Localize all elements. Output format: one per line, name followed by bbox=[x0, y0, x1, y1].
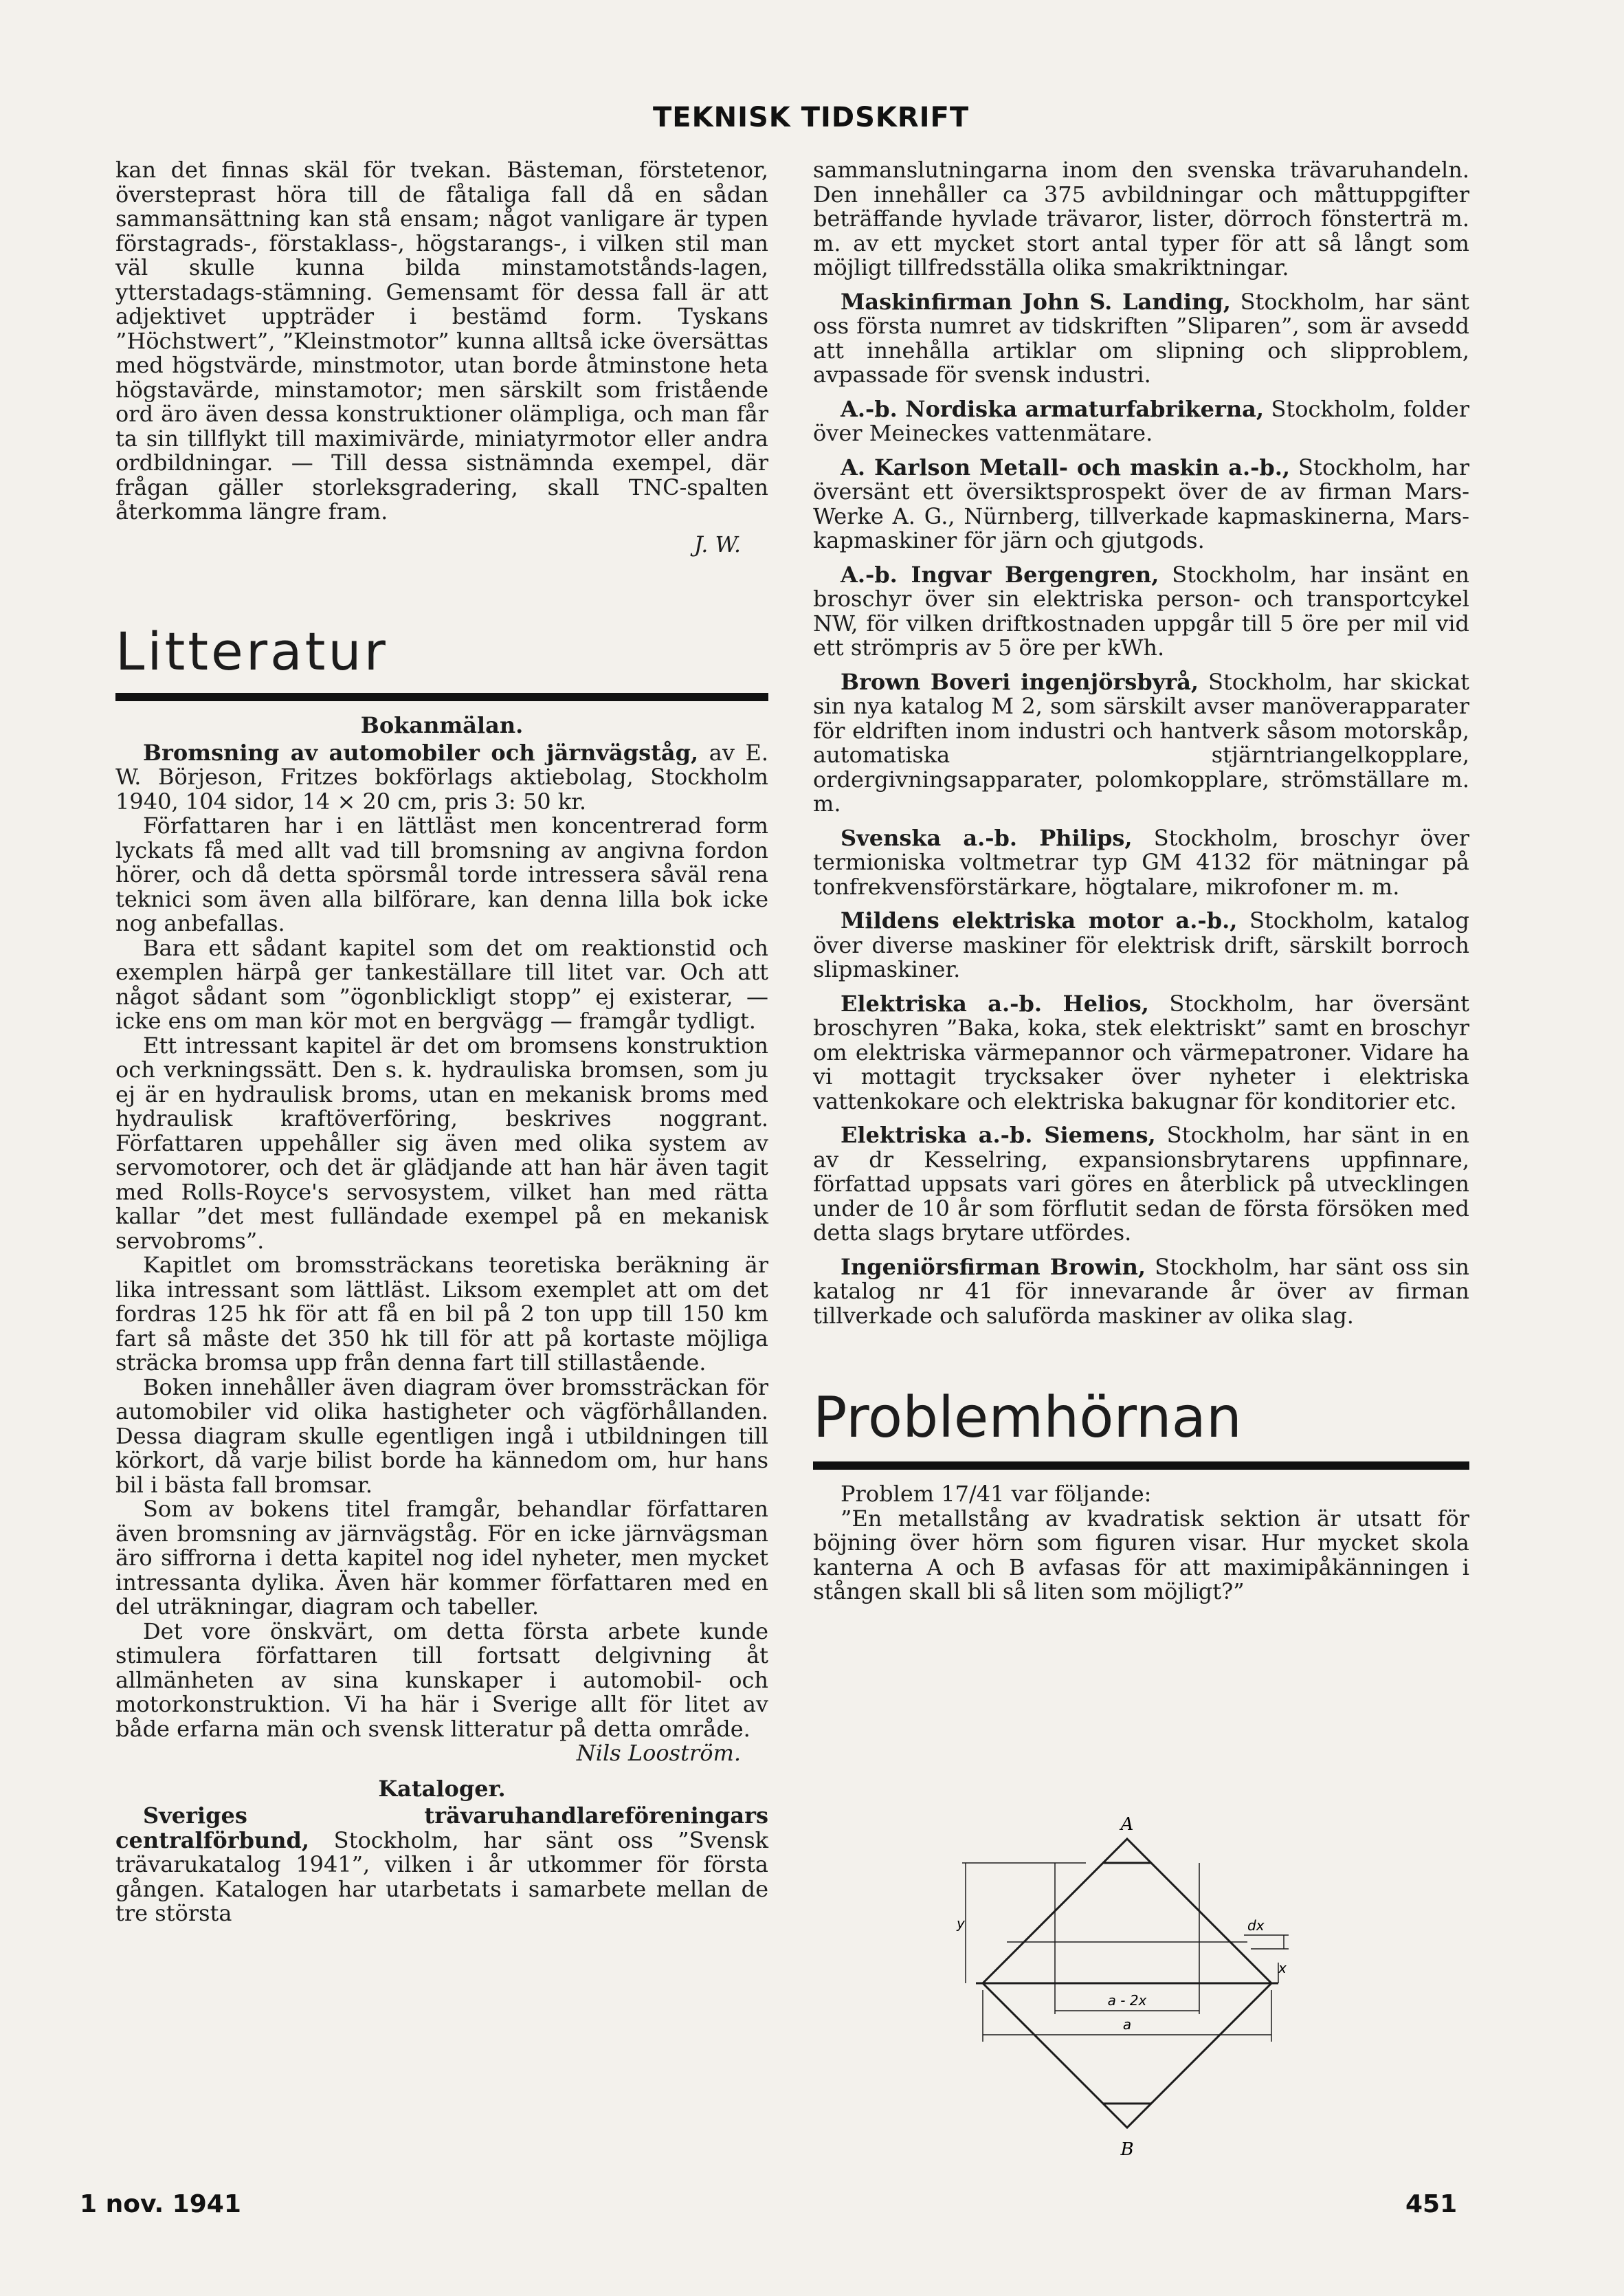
review-signature: Nils Looström. bbox=[576, 1740, 741, 1766]
catalog-entry bbox=[813, 456, 1469, 553]
label-a: A bbox=[1120, 1814, 1134, 1835]
label-x: x bbox=[1278, 1960, 1287, 1976]
catalog-entry-text: Stockholm, folder över Meineckes vattenmätare. bbox=[813, 395, 1470, 446]
catalog-entry-name: Brown Boveri ingenjörsbyrå, bbox=[841, 668, 1199, 695]
page-number: 451 bbox=[1405, 2190, 1458, 2218]
catalog-entry-name: Sveriges trävaruhandlareföreningars centralförbund, bbox=[115, 1802, 768, 1853]
review-citation bbox=[115, 741, 768, 815]
catalog-entry-name: A.-b. Ingvar Bergengren, bbox=[841, 561, 1159, 588]
section-title-litteratur: Litteratur bbox=[115, 621, 388, 682]
catalog-entry-name: Elektriska a.-b. Helios, bbox=[841, 990, 1149, 1017]
catalog-entry-name: Elektriska a.-b. Siemens, bbox=[841, 1122, 1156, 1148]
catalog-heading: Kataloger. bbox=[378, 1775, 506, 1802]
problem-text: ”En metallstång av kvadratisk sektion är utsatt för böjning över hörn som figuren visar. Hur mycket skola kanterna A och B avfasas för att maximipåkänningen i stången skall bli så liten som möjligt?” bbox=[813, 1505, 1469, 1604]
review-title: Bromsning av automobiler och järnvägståg, bbox=[143, 739, 699, 766]
catalog-entry-name: Maskinfirman John S. Landing, bbox=[841, 288, 1231, 315]
catalog-entry-text: Stockholm, har översänt broschyren ”Baka, koka, stek elektriskt” samt en broschyr om elektriska värmepannor och värmepatroner. Vidare ha vi mottagit trycksaker över nyheter i elektriska vattenkokare och elektriska bakugnar för konditorier etc. bbox=[813, 990, 1470, 1114]
intro-paragraph: kan det finnas skäl för tvekan. Bästeman, förstetenor, översteprast höra till de fåtaliga fall då en sådan sammansättning kan stå ensam; något vanligare är typen förstagrads-, förstaklass-, högstarangs-, i vilken stil man väl skulle kunna bilda minstamotstånds-lagen, ytterstadags-stämning. Gemensamt för dessa fall är att adjektivet uppträder i bestämd form. Tyskans ”Höchstwert”, ”Kleinstmotor” kunna alltså icke översättas med högstvärde, minstmotor, utan borde åtminstone heta högstavärde, minstamotor; men särskilt som fristående ord äro även dessa konstruktioner olämpliga, och man får ta sin tillflykt till maximivärde, miniatyrmotor eller andra ordbildningar. — Till dessa sistnämnda exempel, där frågan gäller storleksgradering, skall TNC-spalten återkomma längre fram. bbox=[115, 157, 768, 525]
catalog-entry bbox=[813, 290, 1469, 388]
catalog-entry bbox=[813, 563, 1469, 661]
catalog-entry bbox=[813, 397, 1469, 446]
catalog-entry bbox=[813, 992, 1469, 1114]
catalog-continuation: sammanslutningarna inom den svenska trävaruhandeln. Den innehåller ca 375 avbildningar och måttuppgifter beträffande hyvlade trävaror, lister, dörroch fönsterträ m. m. av ett mycket stort antal typer för att så långt som möjligt tillfredsställa olika smakriktningar. bbox=[813, 157, 1469, 280]
catalog-entry bbox=[115, 1804, 768, 1926]
catalog-entry-text: Stockholm, har sänt in en av dr Kesselring, expansionsbrytarens uppfinnare, författad uppsats vari göres en återblick på utvecklingen under de 10 år som förflutit sedan de första försöken med detta slags brytare utfördes. bbox=[813, 1122, 1469, 1246]
section-rule bbox=[813, 1461, 1469, 1470]
review-paragraph: Ett intressant kapitel är det om bromsens konstruktion och verkningssätt. Den s. k. hydrauliska bromsen, som ju ej är en hydraulisk broms, utan en mekanisk broms med hydraulisk kraftöverföring, beskrives noggrant. Författaren uppehåller sig även med olika system av servomotorer, och det är glädjande att han här även tagit med Rolls-Royce's servosystem, vilket han med rätta kallar ”det mest fulländade exempel på en mekanisk servobroms”. bbox=[115, 1032, 768, 1254]
intro-signature: J. W. bbox=[693, 531, 741, 558]
catalog-entry bbox=[813, 1255, 1469, 1329]
review-paragraph: Bara ett sådant kapitel som det om reaktionstid och exemplen härpå ger tankeställare till litet var. Och att något sådant som ”ögonblickligt stopp” ej existerar, — icke ens om man kör mot en bergvägg — framgår tydligt. bbox=[115, 934, 768, 1034]
left-column bbox=[115, 158, 768, 1926]
catalog-entry-text: Stockholm, katalog över diverse maskiner för elektrisk drift, särskilt borroch slipmaskiner. bbox=[813, 907, 1469, 982]
problem-figure bbox=[955, 1808, 1299, 2186]
footer-date: 1 nov. 1941 bbox=[80, 2190, 241, 2218]
catalog-entry bbox=[813, 1123, 1469, 1246]
catalog-entry-name: A. Karlson Metall- och maskin a.-b., bbox=[841, 454, 1291, 481]
catalog-entry bbox=[813, 670, 1469, 817]
review-paragraph: Kapitlet om bromssträckans teoretiska beräkning är lika intressant som lättläst. Liksom exemplet att om det fordras 125 hk för att få en bil på 2 ton upp till 150 km fart så måste det 350 hk till för att på kortaste möjliga sträcka bromsa upp från denna fart till stillastående. bbox=[115, 1252, 768, 1376]
catalog-entry-text: Stockholm, har sänt oss första numret av tidskriften ”Sliparen”, som är avsedd att innehålla artiklar om slipning och slipproblem, avpassade för svensk industri. bbox=[813, 288, 1470, 388]
label-a-minus-2x: a - 2x bbox=[1107, 1992, 1147, 2009]
catalog-entry-text: Stockholm, har insänt en broschyr över sin elektriska person- och transportcykel NW, för vilken driftkostnaden uppgår till 5 öre per mil vid ett strömpris av 5 öre per kWh. bbox=[813, 561, 1470, 661]
catalog-entry bbox=[813, 909, 1469, 982]
journal-header: TEKNISK TIDSKRIFT bbox=[653, 102, 970, 133]
catalog-entry-text: Stockholm, har skickat sin nya katalog M 2, som särskilt avser manöverapparater för eldriften inom industri och hantverk såsom motorskåp, automatiska stjärntriangelkopplare, ordergivningsapparater, polomkopplare, strömställare m. m. bbox=[813, 668, 1469, 817]
review-paragraph: Boken innehåller även diagram över bromssträckan för automobiler vid olika hastigheter och vägförhållanden. Dessa diagram skulle egentligen ingå i utbildningen till körkort, då varje bilist borde ha kännedom om, hur hans bil i bästa fall bromsar. bbox=[115, 1373, 768, 1498]
review-heading: Bokanmälan. bbox=[360, 712, 524, 738]
label-a-width: a bbox=[1122, 2016, 1132, 2033]
problem-intro: Problem 17/41 var följande: bbox=[841, 1481, 1152, 1507]
section-title-problemhornan: Problemhörnan bbox=[813, 1385, 1242, 1450]
label-b: B bbox=[1120, 2139, 1134, 2160]
catalog-entry-name: Svenska a.-b. Philips, bbox=[841, 824, 1133, 851]
catalog-entry-name: Ingeniörsfirman Browin, bbox=[841, 1253, 1146, 1280]
review-meta: av E. W. Börjeson, Fritzes bokförlags aktiebolag, Stockholm 1940, 104 sidor, 14 × 20 cm, pris 3: 50 kr. bbox=[115, 739, 769, 815]
catalog-entry-name: Mildens elektriska motor a.-b., bbox=[841, 907, 1238, 934]
label-y: y bbox=[957, 1915, 965, 1932]
review-paragraph: Författaren har i en lättläst men koncentrerad form lyckats få med allt vad till bromsning av angivna fordon hörer, och då detta spörsmål torde intressera såväl rena teknici som även alla bilförare, kan denna lilla bok icke nog anbefallas. bbox=[115, 813, 768, 936]
catalog-entry bbox=[813, 826, 1469, 900]
review-paragraph: Som av bokens titel framgår, behandlar författaren även bromsning av järnvägståg. För en icke järnvägsman äro siffrorna i detta kapitel nog idel nyheter, men mycket intressanta dylika. Även här kommer författaren med en del uträkningar, diagram och tabeller. bbox=[115, 1496, 768, 1620]
catalog-entry-text: Stockholm, har översänt ett översiktsprospekt över de av firman Mars-Werke A. G., Nürnberg, tillverkade kapmaskinerna, Mars-kapmaskiner för järn och gjutgods. bbox=[813, 454, 1470, 553]
catalog-entry-text: Stockholm, broschyr över termioniska voltmetrar typ GM 4132 för mätningar på tonfrekvensförstärkare, högtalare, mikrofoner m. m. bbox=[813, 824, 1470, 900]
catalog-entry-name: A.-b. Nordiska armaturfabrikerna, bbox=[841, 395, 1265, 422]
catalog-entry-text: Stockholm, har sänt oss sin katalog nr 41 för innevarande år över av firman tillverkade och saluförda maskiner av olika slag. bbox=[813, 1253, 1470, 1329]
right-column bbox=[813, 158, 1469, 1604]
label-dx: dx bbox=[1247, 1917, 1265, 1934]
catalog-entry-text: Stockholm, har sänt oss ”Svensk trävarukatalog 1941”, vilken i år utkommer för första gången. Katalogen har utarbetats i samarbete mellan de tre största bbox=[115, 1826, 768, 1926]
section-rule bbox=[115, 693, 768, 701]
review-paragraph: Det vore önskvärt, om detta första arbete kunde stimulera författaren till fortsatt delgivning åt allmänheten av sina kunskaper i automobil- och motorkonstruktion. Vi ha här i Sverige allt för litet av både erfarna män och svensk litteratur på detta område. bbox=[115, 1618, 768, 1742]
